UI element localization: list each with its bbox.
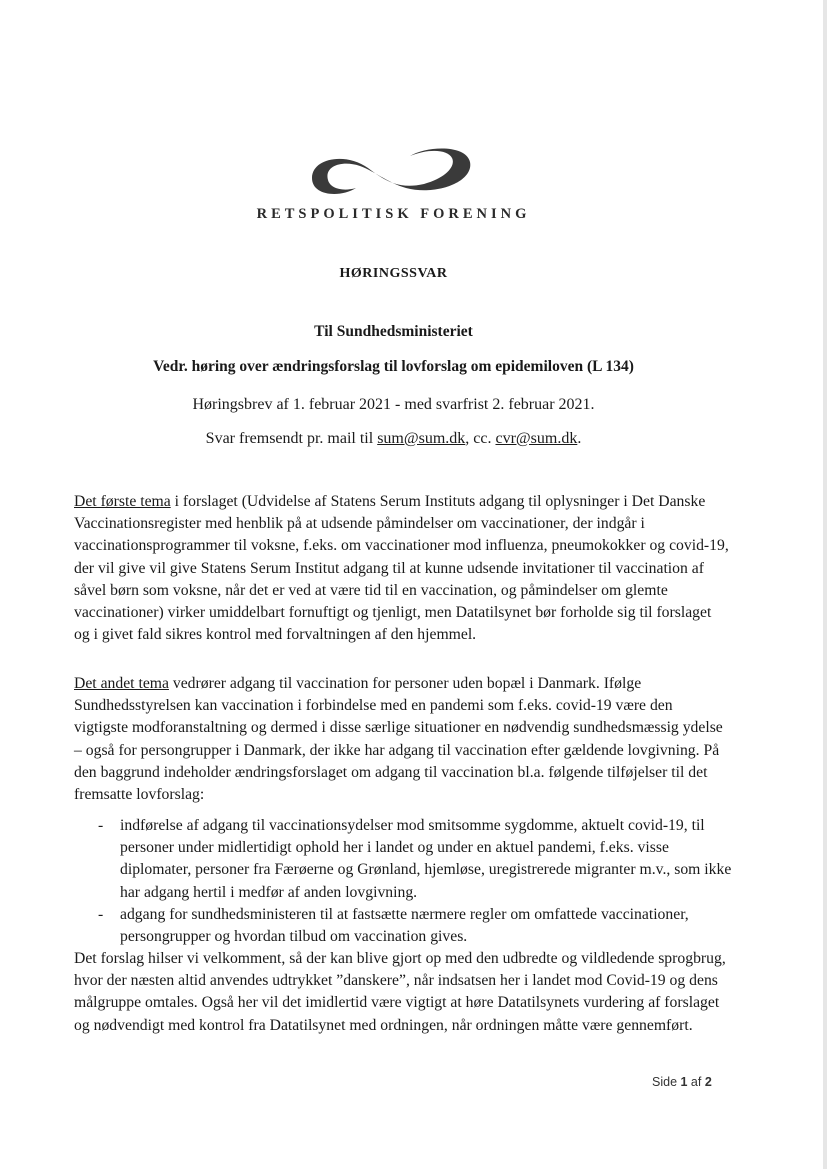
page-current: 1 [680, 1075, 688, 1089]
paragraph-lead: Det andet tema [74, 675, 169, 692]
recipient: Til Sundhedsministeriet [314, 323, 473, 340]
paragraph-welcome: Det forslag hilser vi velkomment, så der kan blive gjort op med den udbredte og vildledende sprogbrug, hvor der næsten altid anvendes udtrykket ”danskere”, når indsatsen her i landet mod Covid-19 og dens målgruppe omtales. Også her vil det imidlertid være vigtigt at høre Datatilsynets vurdering af forslaget og nødvendigt med kontrol fra Datatilsynet med ordningen, når ordningen måtte være gennemført. [74, 950, 726, 1034]
document-type: HØRINGSSVAR [339, 266, 448, 281]
email-link-cvr[interactable]: cvr@sum.dk [495, 430, 578, 447]
list-item-text: adgang for sundhedsministeren til at fastsætte nærmere regler om omfattede vaccinationer, persongrupper og hvordan tilbud om vaccination gives. [120, 905, 689, 946]
paragraph-text: vedrører adgang til vaccination for personer uden bopæl i Danmark. Ifølge Sundhedsstyrelsen kan vaccination i forbindelse med en pandemi som f.eks. covid-19 være den vigtigste modforanstaltning og dermed i disse særlige situationer en nødvendig sundhedsmæssig ydelse – også for persongrupper i Danmark, der ikke har adgang til vaccination efter gældende lovgivning. På den baggrund indeholder ændringsforslaget om adgang til vaccination bl.a. følgende tilføjelser til det fremsatte lovforslag: [74, 675, 723, 804]
paragraph-lead: Det første tema [74, 493, 171, 510]
list-dash: - [98, 905, 104, 923]
list-item [74, 815, 734, 904]
infinity-wave-logo-icon [306, 140, 476, 200]
sent-prefix: Svar fremsendt pr. mail til [205, 430, 378, 447]
page-sep: af [687, 1075, 705, 1089]
org-name: RETSPOLITISK FORENING [256, 206, 531, 222]
amendment-list [74, 815, 734, 948]
paragraph-text: i forslaget (Udvidelse af Statens Serum Instituts adgang til oplysninger i Det Danske Vaccinationsregister med henblik på at udsende påmindelser om vaccinationer, der indgår i vaccinationsprogrammer til voksne, f.eks. om vaccinationer mod influenza, pneumokokker og covid-19, der vil give vil give Statens Serum Institut adgang til at kunne udsende invitationer til vaccination af såvel børn som voksne, når det er ved at være tid til en vaccination, og påmindelser om glemte vaccinationer) virker umiddelbart fornuftigt og tjenligt, men Datatilsynet bør forholde sig til forslaget og i givet fald sikres kontrol med forvaltningen af den hjemmel. [74, 493, 729, 644]
list-item [74, 904, 734, 948]
list-item-text: indførelse af adgang til vaccinationsydelser mod smitsomme sygdomme, aktuelt covid-19, til personer under midlertidigt ophold her i landet og under en aktuel pandemi, f.eks. visse diplomater, personer fra Færøerne og Grønland, hjemløse, uregistrerede migranter m.v., som ikke har adgang hertil i medfør af anden lovgivning. [120, 817, 732, 901]
paragraph-first-theme [74, 491, 730, 646]
page-label: Side [652, 1075, 681, 1089]
sent-mid: , cc. [465, 430, 496, 447]
page-number [652, 1075, 712, 1089]
sent-suffix: . [577, 430, 582, 447]
paragraph-second-theme [74, 673, 730, 806]
sent-by-line [0, 430, 787, 448]
consultation-date: Høringsbrev af 1. februar 2021 - med svarfrist 2. februar 2021. [192, 396, 595, 413]
list-dash: - [98, 817, 104, 834]
page-edge [823, 0, 827, 1169]
subject-line: Vedr. høring over ændringsforslag til lovforslag om epidemiloven (L 134) [153, 358, 634, 375]
page-total: 2 [704, 1075, 712, 1089]
email-link-sum[interactable]: sum@sum.dk [377, 430, 466, 447]
